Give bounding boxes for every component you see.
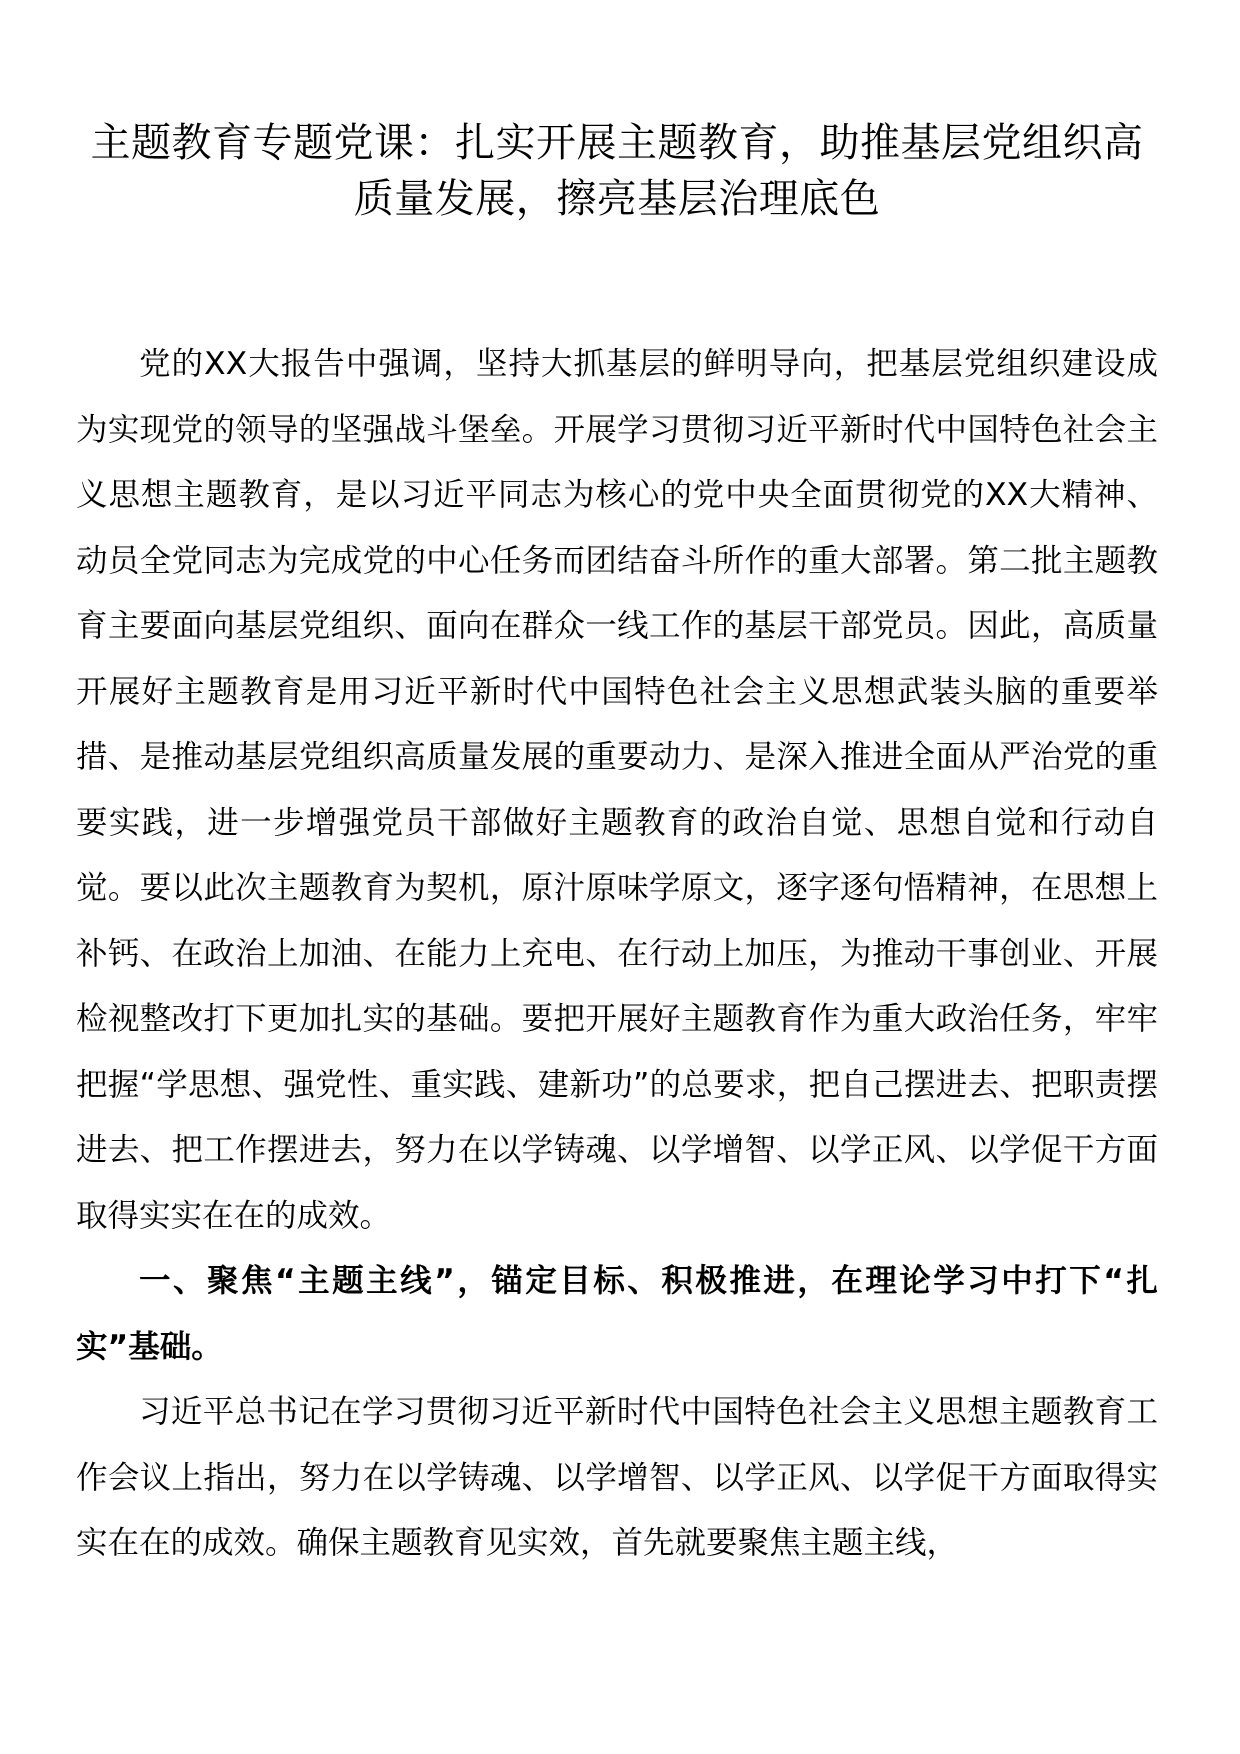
section-heading-1: 一、聚焦“主题主线”，锚定目标、积极推进，在理论学习中打下“扎实”基础。 xyxy=(76,1263,1158,1365)
document-body xyxy=(76,332,1158,1577)
document-title: 主题教育专题党课：扎实开展主题教育，助推基层党组织高质量发展，擦亮基层治理底色 xyxy=(90,120,1144,222)
body-paragraph-intro: 党的XX大报告中强调，坚持大抓基层的鲜明导向，把基层党组织建设成为实现党的领导的坚强战斗堡垒。开展学习贯彻习近平新时代中国特色社会主义思想主题教育，是以习近平同志为核心的党中央全面贯彻党的XX大精神、动员全党同志为完成党的中心任务而团结奋斗所作的重大部署。第二批主题教育主要面向基层党组织、面向在群众一线工作的基层干部党员。因此，高质量开展好主题教育是用习近平新时代中国特色社会主义思想武装头脑的重要举措、是推动基层党组织高质量发展的重要动力、是深入推进全面从严治党的重要实践，进一步增强党员干部做好主题教育的政治自觉、思想自觉和行动自觉。要以此次主题教育为契机，原汁原味学原文，逐字逐句悟精神，在思想上补钙、在政治上加油、在能力上充电、在行动上加压，为推动干事创业、开展检视整改打下更加扎实的基础。要把开展好主题教育作为重大政治任务，牢牢把握“学思想、强党性、重实践、建新功”的总要求，把自己摆进去、把职责摆进去、把工作摆进去，努力在以学铸魂、以学增智、以学正风、以学促干方面取得实实在在的成效。 xyxy=(76,346,1158,1234)
section-1-paragraph: 习近平总书记在学习贯彻习近平新时代中国特色社会主义思想主题教育工作会议上指出，努力在以学铸魂、以学增智、以学正风、以学促干方面取得实实在在的成效。确保主题教育见实效，首先就要聚焦主题主线， xyxy=(76,1394,1158,1561)
